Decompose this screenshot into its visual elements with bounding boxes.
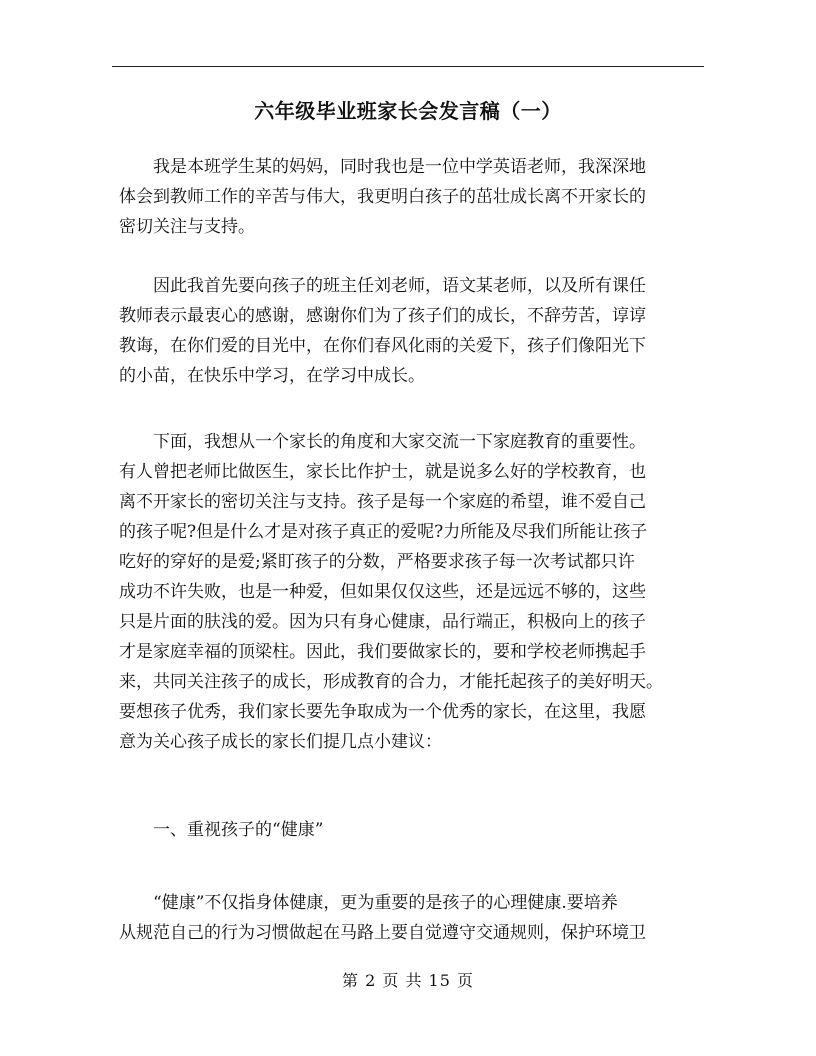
text-line: 意为关心孩子成长的家长们提几点小建议： xyxy=(119,732,442,752)
paragraph-3 xyxy=(119,427,707,757)
text-line: “健康”不仅指身体健康，更为重要的是孩子的心理健康.要培养 xyxy=(119,893,618,913)
text-line: 离不开家长的密切关注与支持。孩子是每一个家庭的希望，谁不爱自己 xyxy=(119,492,646,512)
document-title: 六年级毕业班家长会发言稿（一） xyxy=(254,99,562,123)
paragraph-4 xyxy=(119,888,707,948)
text-line: 成功不许失败，也是一种爱，但如果仅仅这些，还是远远不够的，这些 xyxy=(119,582,646,602)
text-line: 教师表示最衷心的感谢，感谢你们为了孩子们的成长，不辞劳苦，谆谆 xyxy=(119,306,646,326)
page-number-footer: 第 2 页 共 15 页 xyxy=(342,971,474,990)
text-line: 吃好的穿好的是爱;紧盯孩子的分数，严格要求孩子每一次考试都只许 xyxy=(119,552,635,572)
header-rule xyxy=(112,66,704,67)
text-line: 来，共同关注孩子的成长，形成教育的合力，才能托起孩子的美好明天。 xyxy=(119,672,663,692)
section-heading-1 xyxy=(119,815,707,845)
text-line: 要想孩子优秀，我们家长要先争取成为一个优秀的家长，在这里，我愿 xyxy=(119,702,646,722)
text-line: 从规范自己的行为习惯做起在马路上要自觉遵守交通规则，保护环境卫 xyxy=(119,923,646,943)
paragraph-2 xyxy=(119,271,707,391)
text-line: 因此我首先要向孩子的班主任刘老师，语文某老师，以及所有课任 xyxy=(119,276,646,296)
text-line: 密切关注与支持。 xyxy=(119,217,255,237)
text-line: 的小苗，在快乐中学习，在学习中成长。 xyxy=(119,366,425,386)
text-line: 体会到教师工作的辛苦与伟大，我更明白孩子的茁壮成长离不开家长的 xyxy=(119,187,646,207)
section-heading-text: 一、重视孩子的“健康” xyxy=(119,820,324,840)
text-line: 的孩子呢?但是什么才是对孩子真正的爱呢?力所能及尽我们所能让孩子 xyxy=(119,522,648,542)
paragraph-1 xyxy=(119,152,707,242)
text-line: 有人曾把老师比做医生，家长比作护士，就是说多么好的学校教育，也 xyxy=(119,462,646,482)
text-line: 我是本班学生某的妈妈，同时我也是一位中学英语老师，我深深地 xyxy=(119,157,646,177)
text-line: 下面，我想从一个家长的角度和大家交流一下家庭教育的重要性。 xyxy=(119,432,646,452)
text-line: 教诲，在你们爱的目光中，在你们春风化雨的关爱下，孩子们像阳光下 xyxy=(119,336,646,356)
text-line: 只是片面的肤浅的爱。因为只有身心健康，品行端正，积极向上的孩子 xyxy=(119,612,646,632)
text-line: 才是家庭幸福的顶梁柱。因此，我们要做家长的，要和学校老师携起手 xyxy=(119,642,646,662)
